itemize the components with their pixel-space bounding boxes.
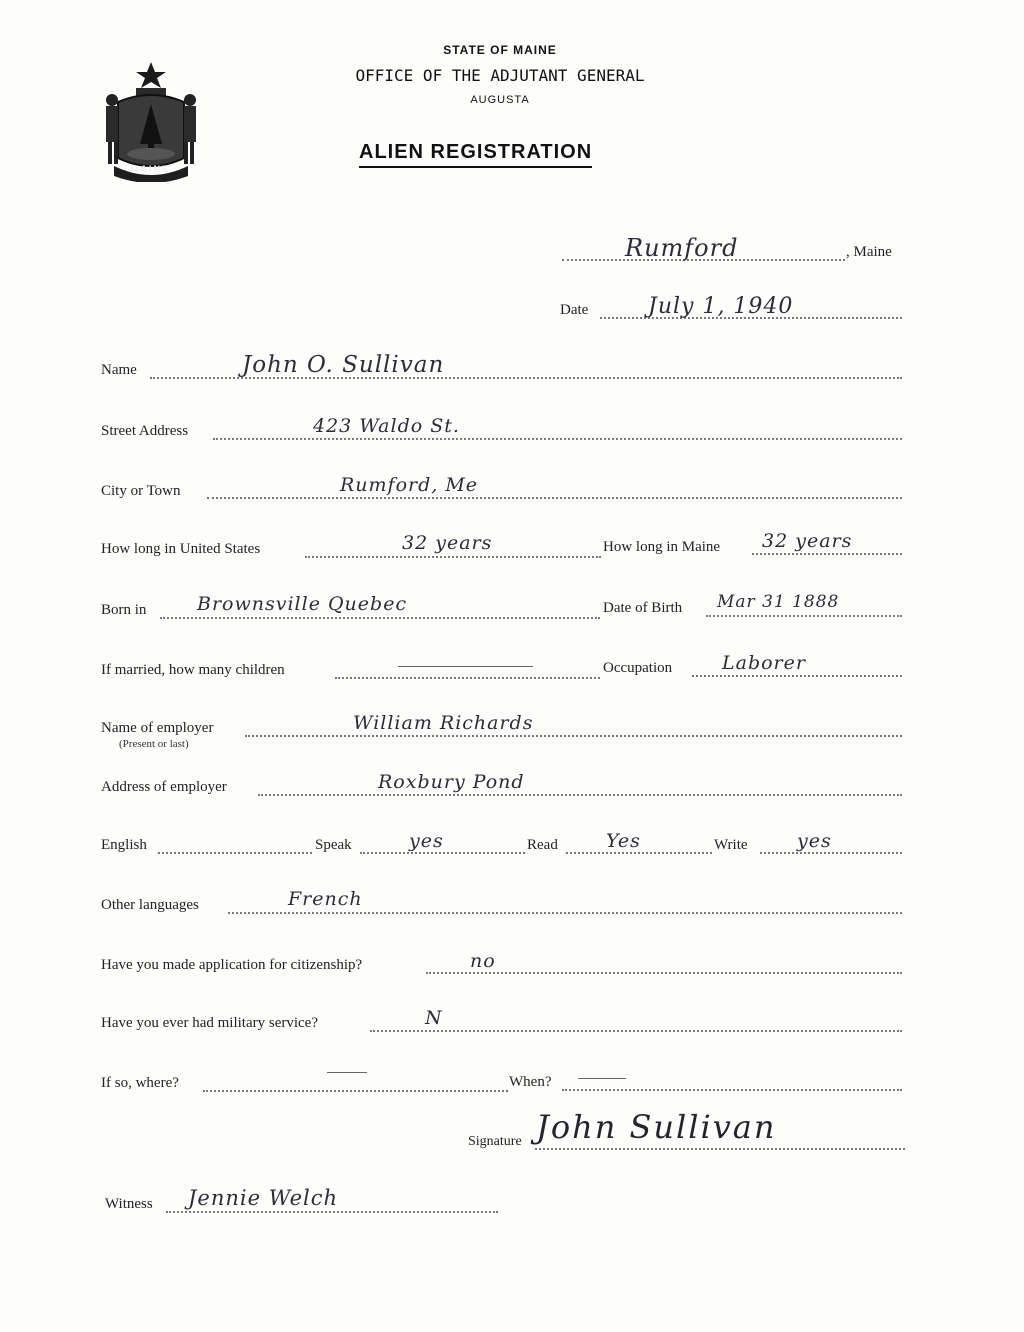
header-office: OFFICE OF THE ADJUTANT GENERAL [355, 66, 645, 85]
born-in-value[interactable]: Brownsville Quebec [197, 593, 408, 615]
other-languages-label: Other languages [101, 897, 199, 913]
signature-value[interactable]: John Sullivan [536, 1108, 777, 1146]
occupation-value[interactable]: Laborer [722, 652, 806, 674]
how-long-maine-label: How long in Maine [603, 539, 721, 555]
form-title: ALIEN REGISTRATION [359, 141, 592, 168]
children-label: If married, how many children [101, 662, 285, 678]
name-value[interactable]: John O. Sullivan [242, 352, 445, 378]
citizenship-label: Have you made application for citizenship? [101, 957, 363, 973]
witness-label: Witness [105, 1196, 153, 1212]
when-label: When? [509, 1074, 552, 1090]
header-city: AUGUSTA [470, 94, 530, 106]
occupation-label: Occupation [603, 660, 673, 676]
where-label: If so, where? [101, 1075, 179, 1091]
date-value[interactable]: July 1, 1940 [648, 294, 794, 319]
how-long-us-label: How long in United States [101, 541, 261, 557]
employer-address-label: Address of employer [101, 779, 227, 795]
dob-value[interactable]: Mar 31 1888 [717, 592, 840, 612]
write-label: Write [714, 837, 748, 853]
military-label: Have you ever had military service? [101, 1015, 318, 1031]
employer-address-value[interactable]: Roxbury Pond [378, 771, 525, 793]
seal-banner-text: MAINE [131, 164, 170, 174]
write-value[interactable]: yes [797, 830, 832, 852]
dob-label: Date of Birth [603, 600, 683, 616]
speak-label: Speak [315, 837, 352, 853]
city-value[interactable]: Rumford, Me [340, 474, 479, 496]
other-languages-value[interactable]: French [288, 888, 363, 910]
witness-value[interactable]: Jennie Welch [188, 1186, 339, 1210]
date-label: Date [560, 302, 589, 318]
speak-value[interactable]: yes [409, 830, 444, 852]
street-value[interactable]: 423 Waldo St. [313, 415, 460, 437]
name-label: Name [101, 362, 137, 378]
employer-note: (Present or last) [119, 738, 189, 750]
town-value[interactable]: Rumford [625, 234, 739, 262]
header-state: STATE OF MAINE [443, 43, 557, 57]
maine-label: , Maine [846, 244, 892, 260]
employer-value[interactable]: William Richards [353, 712, 534, 734]
read-value[interactable]: Yes [606, 830, 641, 852]
signature-label: Signature [468, 1134, 522, 1149]
employer-label: Name of employer [101, 720, 214, 736]
english-label: English [101, 837, 147, 853]
street-label: Street Address [101, 423, 189, 439]
born-in-label: Born in [101, 602, 147, 618]
how-long-us-value[interactable]: 32 years [402, 532, 493, 554]
military-value[interactable]: N [425, 1007, 443, 1029]
city-label: City or Town [101, 483, 181, 499]
citizenship-value[interactable]: no [470, 950, 496, 972]
how-long-maine-value[interactable]: 32 years [762, 530, 853, 552]
read-label: Read [527, 837, 558, 853]
